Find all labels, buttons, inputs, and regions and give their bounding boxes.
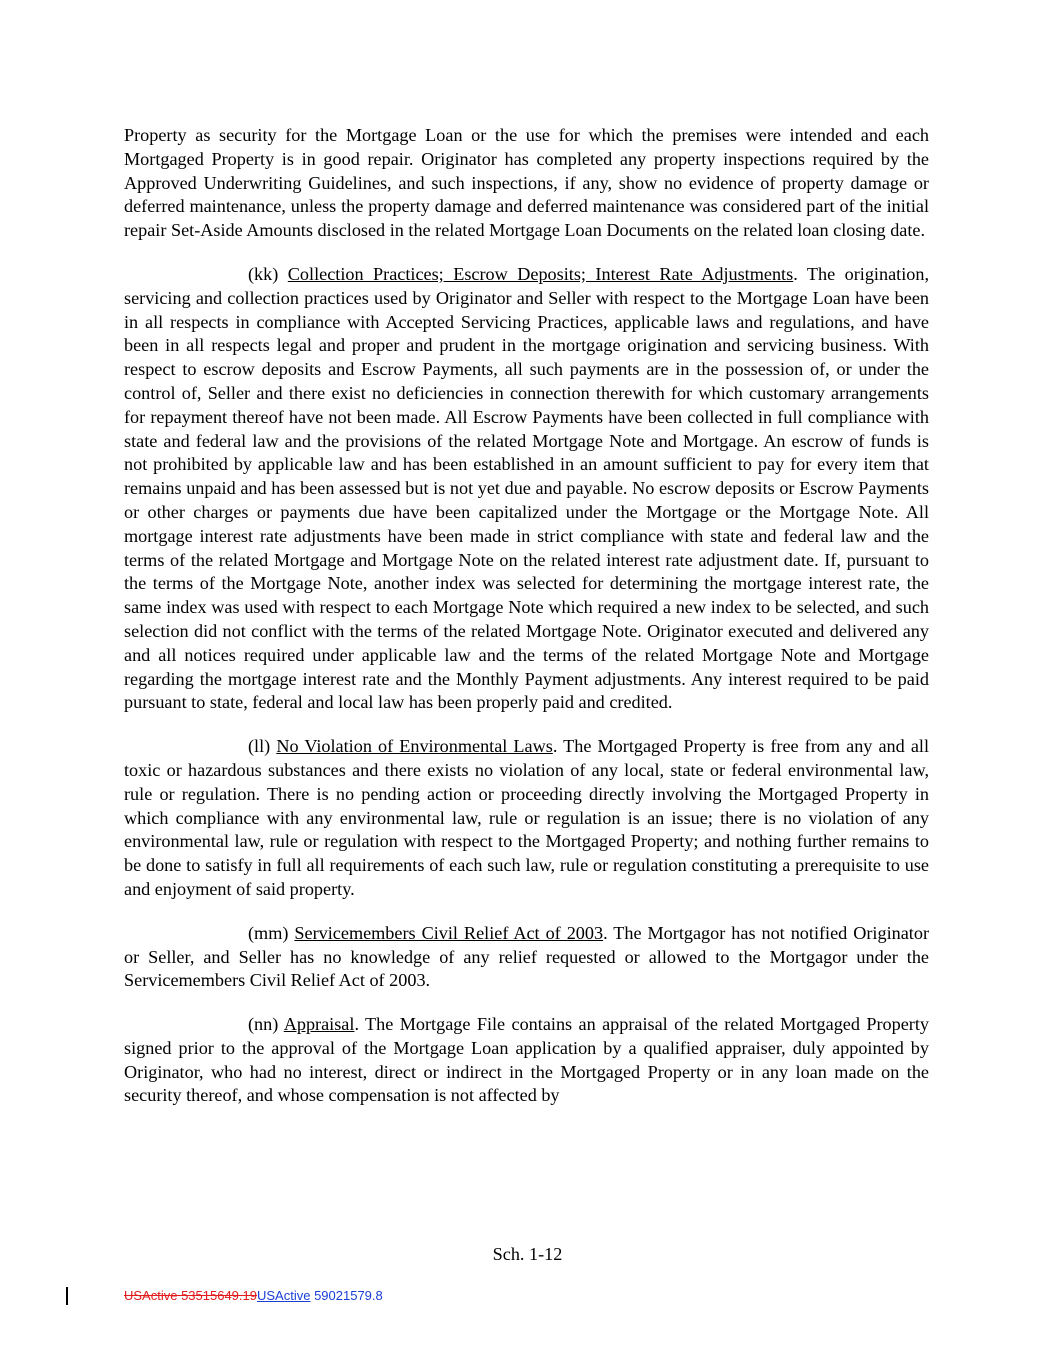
page-number: Sch. 1-12 [492, 1244, 563, 1264]
section-label: (ll) [248, 736, 271, 757]
section-heading: Collection Practices; Escrow Deposits; Interest Rate Adjustments [287, 263, 794, 284]
section-ll [124, 735, 929, 902]
document-id-footer [124, 1288, 383, 1303]
section-heading: Appraisal [283, 1014, 355, 1035]
revision-change-bar [66, 1287, 68, 1305]
section-text: . The Mortgage File contains an appraisal of the related Mortgaged Property signed prior to the approval of the Mortgage Loan application by a qualified appraiser, duly appointed by Originator, who had no interest, direct or indirect in the Mortgaged Property or in any loan made on the security thereof, and whose compensation is not affected by [124, 1014, 930, 1106]
section-heading: Servicemembers Civil Relief Act of 2003 [294, 922, 604, 943]
paragraph-continued [124, 124, 929, 243]
inserted-doc-id-link[interactable]: USActive [256, 1288, 311, 1303]
section-kk [124, 263, 929, 715]
section-nn [124, 1013, 929, 1108]
section-text: . The Mortgaged Property is free from any and all toxic or hazardous substances and there exists no violation of any local, state or federal environmental law, rule or regulation. There is no pending action or proceeding directly involving the Mortgaged Property in which compliance with any environmental law, rule or regulation is an issue; there is no violation of any environmental law, rule or regulation with respect to the Mortgaged Property; and nothing further remains to be done to satisfy in full all requirements of each such law, rule or regulation constituting a prerequisite to use and enjoyment of said property. [124, 736, 930, 899]
inserted-doc-id-number: 59021579.8 [310, 1288, 383, 1303]
document-body [124, 124, 929, 1128]
section-text: . The Mortgagor has not notified Originator or Seller, and Seller has no knowledge of any relief requested or allowed to the Mortgagor under the Servicemembers Civil Relief Act of 2003. [124, 922, 930, 991]
deleted-doc-id: USActive 53515649.19 [124, 1288, 257, 1303]
section-text: . The origination, servicing and collection practices used by Originator and Seller with respect to the Mortgage Loan have been in all respects in compliance with Accepted Servicing Practices, applicable laws and regulations, and have been in all respects legal and proper and prudent in the mortgage origination and servicing business. With respect to escrow deposits and Escrow Payments, all such payments are in the possession of, or under the control of, Seller and there exist no deficiencies in connection therewith for which customary arrangements for repayment thereof have not been made. All Escrow Payments have been collected in full compliance with state and federal law and the provisions of the related Mortgage Note and Mortgage. An escrow of funds is not prohibited by applicable law and has been established in an amount sufficient to pay for every item that remains unpaid and has been assessed but is not yet due and payable. No escrow deposits or Escrow Payments or other charges or payments due have been capitalized under the Mortgage or the Mortgage Note. All mortgage interest rate adjustments have been made in strict compliance with state and federal law and the terms of the related Mortgage and Mortgage Note on the related interest rate adjustment date. If, pursuant to the terms of the Mortgage Note, another index was selected for determining the mortgage interest rate, the same index was used with respect to each Mortgage Note which required a new index to be selected, and such selection did not conflict with the terms of the related Mortgage Note. Originator executed and delivered any and all notices required under applicable law and the terms of the related Mortgage Note and Mortgage regarding the mortgage interest rate and the Monthly Payment adjustments. Any interest required to be paid pursuant to state, federal and local law has been properly paid and credited. [124, 263, 929, 713]
section-label: (mm) [248, 922, 289, 943]
section-label: (nn) [248, 1014, 279, 1035]
section-label: (kk) [248, 263, 279, 284]
paragraph-text: Property as security for the Mortgage Loan or the use for which the premises were intended and each Mortgaged Property is in good repair. Originator has completed any property inspections required by the Approved Underwriting Guidelines, and such inspections, if any, show no evidence of property damage or deferred maintenance, unless the property damage and deferred maintenance was considered part of the initial repair Set-Aside Amounts disclosed in the related Mortgage Loan Documents on the related loan closing date. [124, 125, 929, 241]
section-mm [124, 922, 929, 993]
section-heading: No Violation of Environmental Laws [276, 736, 553, 757]
